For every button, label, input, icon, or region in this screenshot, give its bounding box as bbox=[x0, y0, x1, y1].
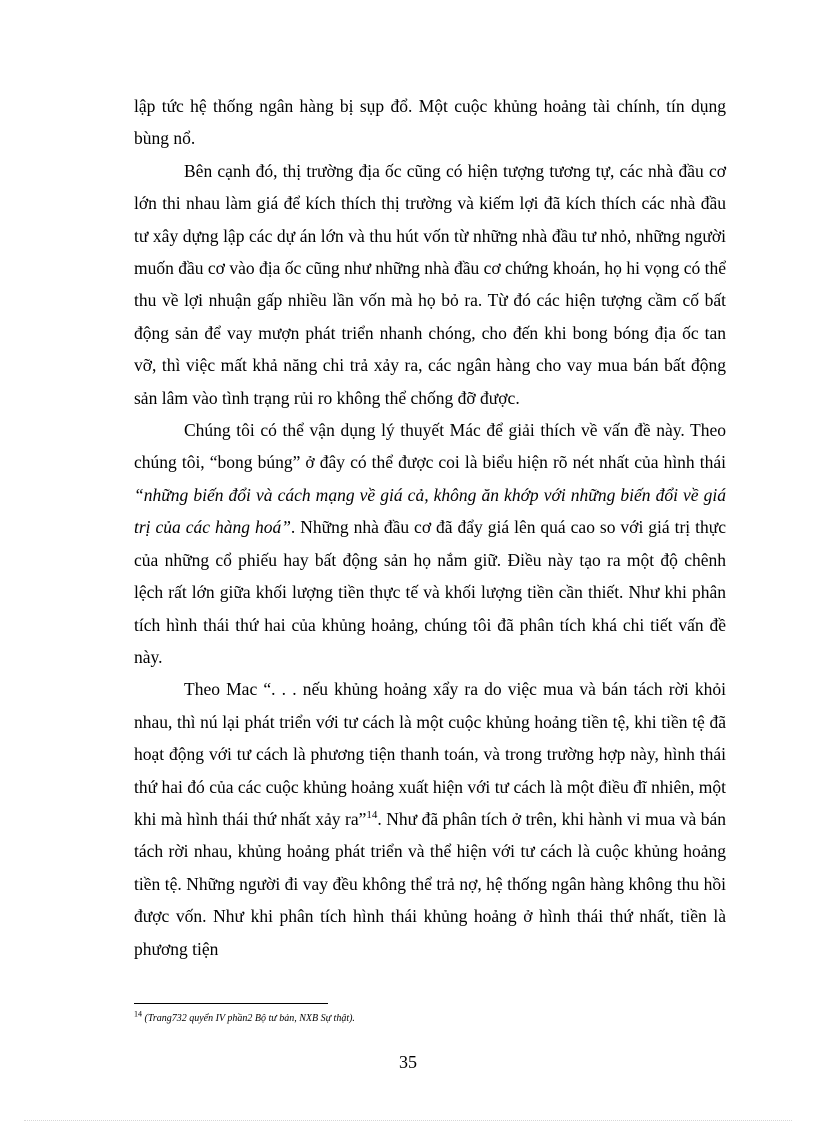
page-bottom-edge bbox=[24, 1120, 792, 1121]
paragraph-4-text-a: Theo Mac “. . . nếu khủng hoảng xẩy ra do việc mua và bán tách rời khỏi nhau, thì nú lại phát triển với tư cách là một cuộc khủng hoảng tiền tệ, khi tiền tệ đã hoạt động với tư cách là phương tiện thanh toán, và trong trường hợp này, hình thái thứ hai đó của các cuộc khủng hoảng xuất hiện với tư cách là một điều đĩ nhiên, một khi mà hình thái thứ nhất xảy ra” bbox=[134, 679, 726, 829]
paragraph-real-estate bbox=[134, 155, 726, 414]
footnote-divider bbox=[134, 1003, 328, 1004]
paragraph-3-text-b: . Những nhà đầu cơ đã đẩy giá lên quá cao so với giá trị thực của những cổ phiếu hay bất động sản họ nắm giữ. Điều này tạo ra một độ chênh lệch rất lớn giữa khối lượng tiền thực tế và khối lượng tiền cần thiết. Như khi phân tích hình thái thứ hai của khủng hoảng, chúng tôi đã phân tích khá chi tiết vấn đề này. bbox=[134, 517, 726, 667]
paragraph-marx-quote bbox=[134, 673, 726, 965]
paragraph-1-text: lập tức hệ thống ngân hàng bị sụp đổ. Một cuộc khủng hoảng tài chính, tín dụng bùng nổ. bbox=[134, 96, 726, 149]
paragraph-2-text: Bên cạnh đó, thị trường địa ốc cũng có hiện tượng tương tự, các nhà đầu cơ lớn thi nhau làm giá để kích thích thị trường và kiếm lợi đã kích thích các nhà đầu tư xây dựng lập các dự án lớn và thu hút vốn từ những nhà đầu tư nhỏ, những người muốn đầu cơ vào địa ốc cũng như những nhà đầu cơ chứng khoán, họ hi vọng có thể thu về lợi nhuận gấp nhiều lần vốn mà họ bỏ ra. Từ đó các hiện tượng cầm cố bất động sản để vay mượn phát triển nhanh chóng, cho đến khi bong bóng địa ốc tan vỡ, thì việc mất khả năng chi trả xảy ra, các ngân hàng cho vay mua bán bất động sản lâm vào tình trạng rủi ro không thể chống đỡ được. bbox=[134, 160, 726, 408]
paragraph-4-text-b: . Như đã phân tích ở trên, khi hành vi mua và bán tách rời nhau, khủng hoảng phát triển và thể hiện với tư cách là cuộc khủng hoảng tiền tệ. Những người đi vay đều không thể trả nợ, hệ thống ngân hàng không thu hồi được vốn. Như khi phân tích hình thái khủng hoảng ở hình thái thứ nhất, tiền là phương tiện bbox=[134, 808, 727, 959]
footnote-reference[interactable]: 14 bbox=[366, 809, 378, 822]
footnote-text: (Trang732 quyển IV phần2 Bộ tư bản, NXB Sự thật). bbox=[142, 1013, 355, 1024]
body-text bbox=[134, 90, 726, 965]
paragraph-marx-theory bbox=[134, 414, 726, 673]
footnote bbox=[134, 1009, 726, 1026]
footnote-number: 14 bbox=[134, 1009, 142, 1019]
paragraph-continuation bbox=[134, 90, 726, 155]
page-number: 35 bbox=[399, 1052, 417, 1072]
paragraph-3-text-a: Chúng tôi có thể vận dụng lý thuyết Mác để giải thích về vấn đề này. Theo chúng tôi, “bong búng” ở đây có thể được coi là biểu hiện rõ nét nhất của hình thái bbox=[134, 420, 726, 473]
paragraph-3-quote-italic: “những biến đổi và cách mạng về giá cả, không ăn khớp với những biến đổi về giá trị của các hàng hoá” bbox=[134, 484, 726, 538]
